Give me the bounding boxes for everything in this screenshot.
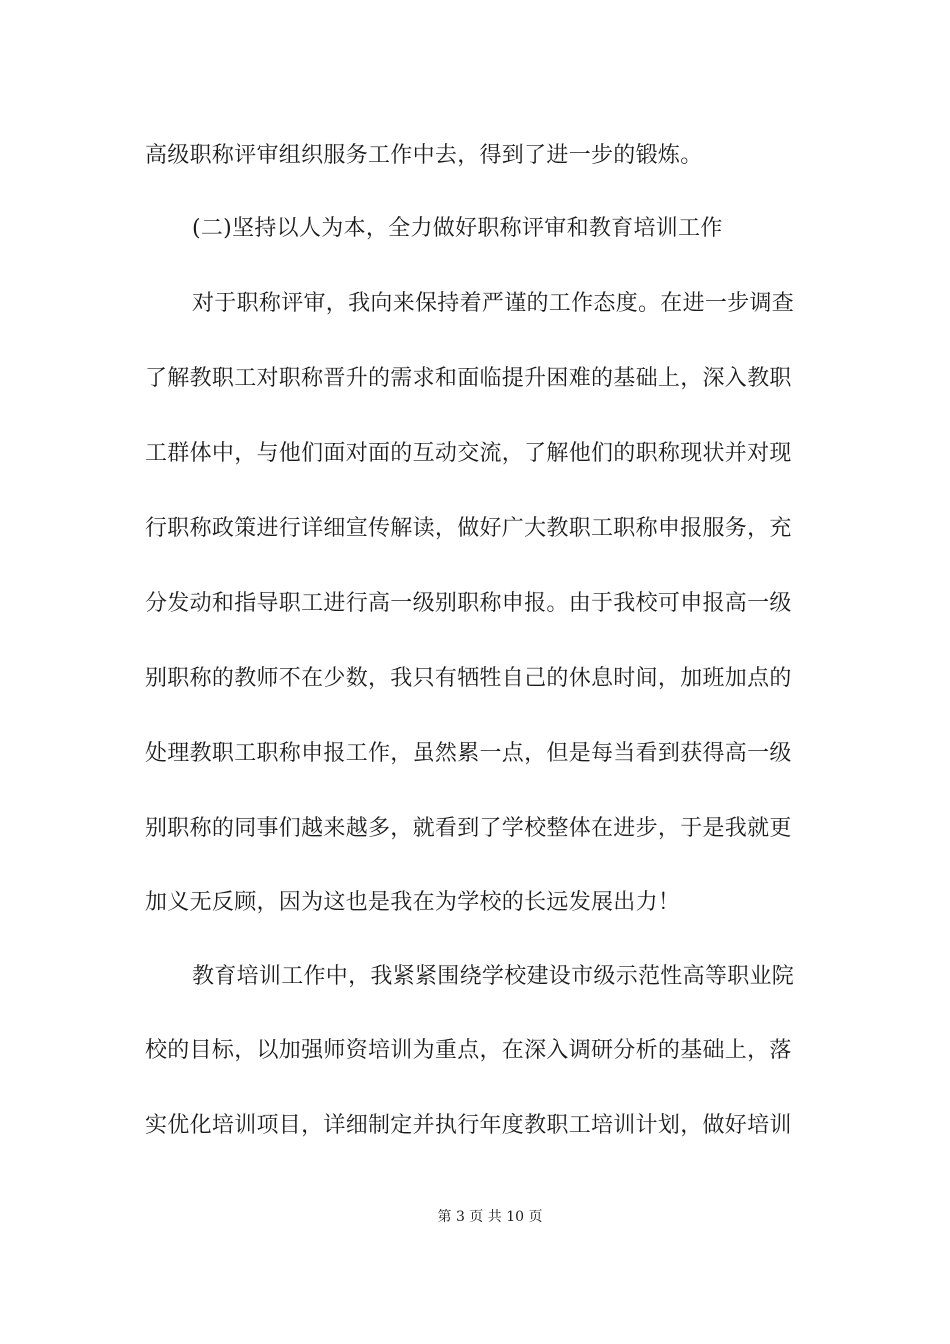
text-line-13: 校的目标，以加强师资培训为重点，在深入调研分析的基础上，落 bbox=[145, 1038, 792, 1063]
text-line-5: 工群体中，与他们面对面的互动交流，了解他们的职称现状并对现 bbox=[145, 441, 792, 466]
text-line-11: 加义无反顾，因为这也是我在为学校的长远发展出力！ bbox=[145, 890, 681, 915]
text-line-7: 分发动和指导职工进行高一级别职称申报。由于我校可申报高一级 bbox=[145, 591, 792, 616]
section-heading: (二)坚持以人为本，全力做好职称评审和教育培训工作 bbox=[192, 216, 723, 241]
text-line-6: 行职称政策进行详细宣传解读，做好广大教职工职称申报服务，充 bbox=[145, 516, 792, 541]
text-line-10: 别职称的同事们越来越多，就看到了学校整体在进步，于是我就更 bbox=[145, 816, 792, 841]
text-line-14: 实优化培训项目，详细制定并执行年度教职工培训计划，做好培训 bbox=[145, 1113, 792, 1138]
text-line-9: 处理教职工职称申报工作，虽然累一点，但是每当看到获得高一级 bbox=[145, 741, 792, 766]
text-line-8: 别职称的教师不在少数，我只有牺牲自己的休息时间，加班加点的 bbox=[145, 666, 792, 691]
text-line-12: 教育培训工作中，我紧紧围绕学校建设市级示范性高等职业院 bbox=[192, 964, 795, 989]
text-line-4: 了解教职工对职称晋升的需求和面临提升困难的基础上，深入教职 bbox=[145, 366, 792, 391]
text-line-1: 高级职称评审组织服务工作中去，得到了进一步的锻炼。 bbox=[145, 143, 703, 168]
page-number-footer: 第 3 页 共 10 页 bbox=[437, 1209, 543, 1225]
text-line-3: 对于职称评审，我向来保持着严谨的工作态度。在进一步调查 bbox=[192, 291, 795, 316]
